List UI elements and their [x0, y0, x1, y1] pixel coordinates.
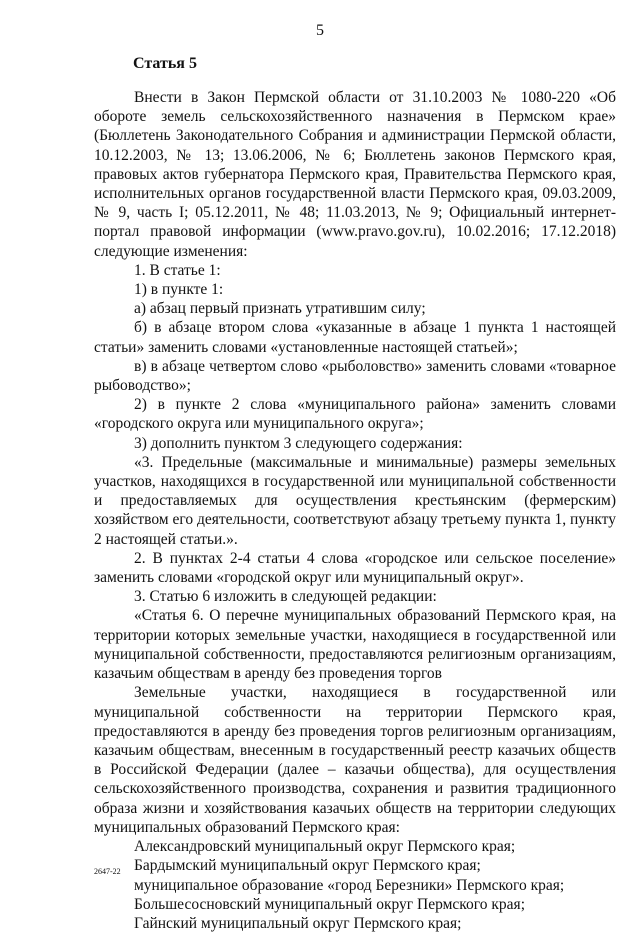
subitem-b: б) в абзаце втором слова «указанные в абзаце 1 пункта 1 настоящей статьи» заменить словами «установленные настоящей статьей»; — [94, 319, 616, 356]
quoted-item-3: «3. Предельные (максимальные и минимальные) размеры земельных участков, находящихся в государственной или муниципальной собственности и предоставляемых для осуществления крестьянским (фермерским) хозяйством его деятельности, соответствуют абзацу третьему пункта 1, пункту 2 настоящей статьи.». — [94, 453, 616, 548]
subitem-3: 3) дополнить пунктом 3 следующего содержания: — [134, 434, 463, 452]
page-number: 5 — [316, 22, 324, 39]
article-heading: Статья 5 — [133, 55, 197, 72]
subitem-1: 1) в пункте 1: — [134, 281, 224, 299]
intro-paragraph: Внести в Закон Пермской области от 31.10.2003 № 1080-220 «Об обороте земель сельскохозяйственного назначения в Пермском крае» (Бюллетень Законодательного Собрания и администрации Пермской области, 10.12.2003, № 13; 13.06.2006, № 6; Бюллетень законов Пермского края, правовых актов губернатора Пермского края, Правительства Пермского края, исполнительных органов государственной власти Пермского края, 09.03.2009, № 9, часть I; 05.12.2011, № 48; 11.03.2013, № 9; Официальный интернет-портал правовой информации (www.pravo.gov.ru), 10.02.2016; 17.12.2018) следующие изменения: — [94, 89, 616, 260]
article-6-title: «Статья 6. О перечне муниципальных образований Пермского края, на территории которых земельные участки, находящиеся в государственной или муниципальной собственности, предоставляются религиозным организациям, казачьим обществам в аренду без проведения торгов — [94, 607, 616, 683]
municipality-list — [134, 837, 616, 933]
article-6-text: Земельные участки, находящиеся в государственной или муниципальной собственности на территории Пермского края, предоставляются в аренду без проведения торгов религиозным организациям, казачьим обществам, внесенным в государственный реестр казачьих обществ в Российской Федерации (далее – казачьи общества), для осуществления сельскохозяйственного производства, сохранения и развития традиционного образа жизни и хозяйствования казачьих обществ на территории следующих муниципальных образований Пермского края: — [94, 684, 616, 836]
subitem-a: а) абзац первый признать утратившим силу; — [134, 300, 426, 318]
item-1-heading: 1. В статье 1: — [134, 261, 221, 279]
item-3: 3. Статью 6 изложить в следующей редакции: — [134, 588, 437, 606]
list-item: Бардымский муниципальный округ Пермского края; — [134, 857, 481, 875]
document-code: 2647-22 — [94, 867, 121, 876]
subitem-v: в) в абзаце четвертом слово «рыболовство» заменить словами «товарное рыбоводство»; — [94, 357, 616, 395]
subitem-2: 2) в пункте 2 слова «муниципального района» заменить словами «городского округа или муниципального округа»; — [94, 396, 616, 433]
list-item: Гайнский муниципальный округ Пермского края; — [134, 915, 462, 933]
list-item: Александровский муниципальный округ Пермского края; — [134, 837, 516, 855]
list-item: Большесосновский муниципальный округ Пермского края; — [134, 895, 525, 913]
list-item: муниципальное образование «город Березники» Пермского края; — [134, 876, 565, 894]
item-2: 2. В пунктах 2-4 статьи 4 слова «городское или сельское поселение» заменить словами «городской округ или муниципальный округ». — [94, 549, 616, 587]
document-body — [94, 88, 616, 933]
